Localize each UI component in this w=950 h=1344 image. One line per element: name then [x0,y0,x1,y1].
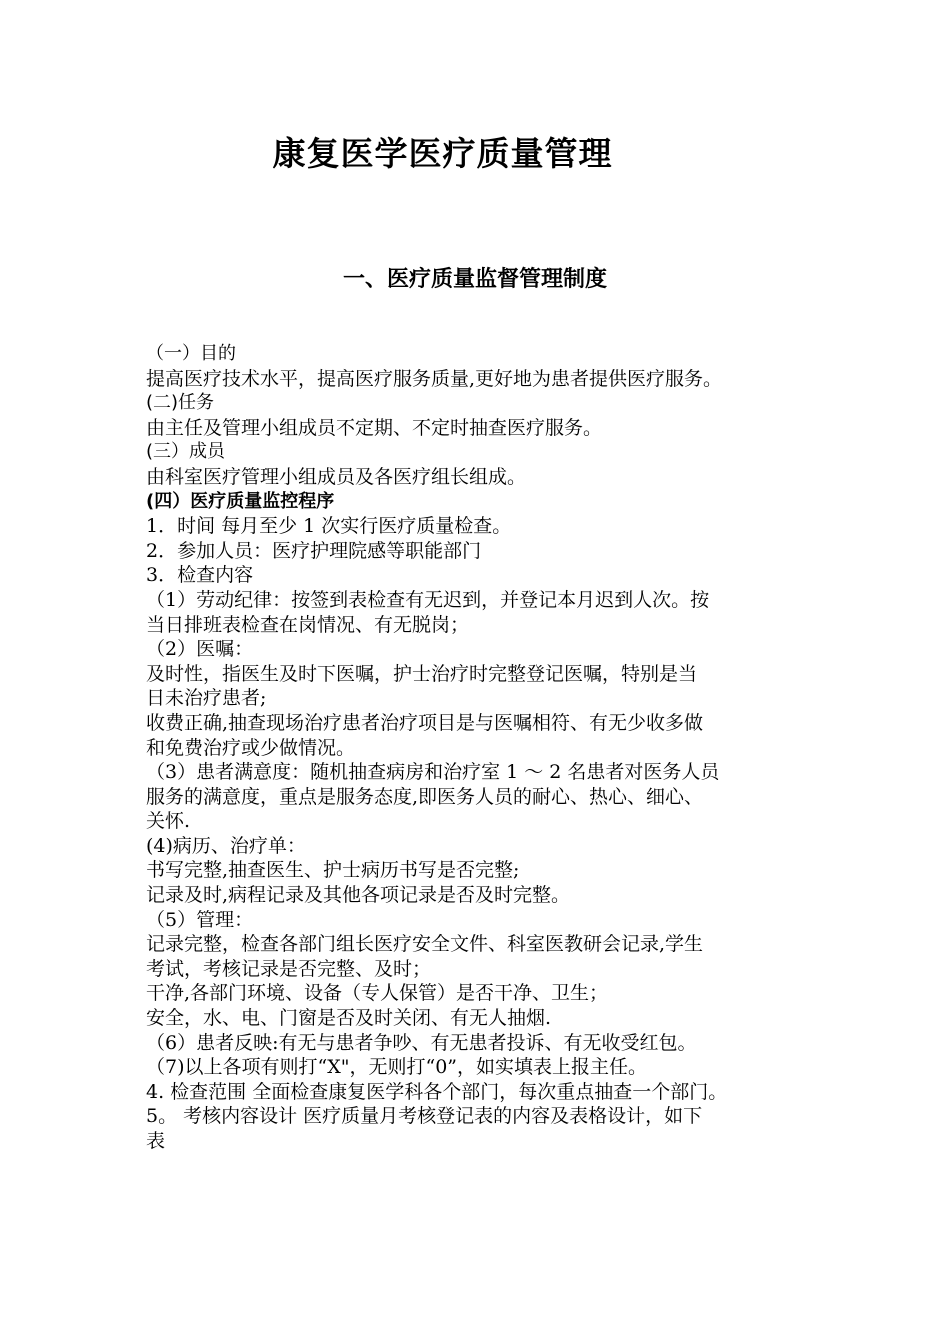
body-text-line: 干净,各部门环境、设备（专人保管）是否干净、卫生； [146,982,609,1005]
section-heading-line: （一）目的 [146,343,236,364]
body-text-line: （7)以上各项有则打“X"，无则打“0”，如实填表上报主任。 [146,1056,647,1079]
body-text-line: 2．参加人员：医疗护理院感等职能部门 [146,539,482,562]
section-heading-line: (三）成员 [146,441,226,463]
body-text-line: 考试，考核记录是否完整、及时； [146,957,432,980]
body-text-line: 安全，水、电、门窗是否及时关闭、有无人抽烟. [146,1007,552,1030]
body-text-line: 3．检查内容 [146,564,254,587]
body-text-line: 4. 检查范围 全面检查康复医学科各个部门，每次重点抽查一个部门。 [146,1080,728,1103]
body-text-line: 1．时间 每月至少 1 次实行医疗质量检查。 [146,515,512,538]
body-text-line: 记录完整，检查各部门组长医疗安全文件、科室医教研会记录,学生 [146,933,704,956]
body-text-line: 及时性，指医生及时下医嘱，护士治疗时完整登记医嘱，特别是当 [146,662,698,685]
body-text-line: (4)病历、治疗单： [146,834,306,857]
document-body [146,342,814,1154]
body-text-line: 收费正确,抽查现场治疗患者治疗项目是与医嘱相符、有无少收多做 [146,711,704,734]
document-title: 康复医学医疗质量管理 [272,134,613,173]
section-heading-line: (二)任务 [146,392,215,414]
body-text-line: （2）医嘱： [146,638,254,661]
body-text-line: 由主任及管理小组成员不定期、不定时抽查医疗服务。 [146,416,603,439]
body-text-line: 由科室医疗管理小组成员及各医疗组长组成。 [146,465,527,488]
body-text-line: （5）管理： [146,908,254,931]
section-title: 一、医疗质量监督管理制度 [342,267,607,292]
body-text-line: 5。 考核内容设计 医疗质量月考核登记表的内容及表格设计，如下 [146,1105,703,1128]
body-text-line: 表 [146,1130,166,1152]
body-text-line: 记录及时,病程记录及其他各项记录是否及时完整。 [146,884,571,907]
body-text-line: 日未治疗患者; [146,687,267,710]
body-text-line: 关怀. [146,810,191,833]
body-text-line: （6）患者反映:有无与患者争吵、有无患者投诉、有无收受红包。 [146,1031,697,1054]
body-text-line: 服务的满意度，重点是服务态度,即医务人员的耐心、热心、细心、 [146,785,704,808]
body-text-line: 书写完整,抽查医生、护士病历书写是否完整; [146,859,520,882]
section-heading-line: (四）医疗质量监控程序 [146,490,335,512]
body-text-line: 当日排班表检查在岗情况、有无脱岗； [146,613,470,636]
body-text-line: 和免费治疗或少做情况。 [146,736,356,759]
body-text-line: （1）劳动纪律：按签到表检查有无迟到，并登记本月迟到人次。按 [146,588,710,611]
body-text-line: （3）患者满意度：随机抽查病房和治疗室 1 ～ 2 名患者对医务人员 [146,761,720,784]
body-text-line: 提高医疗技术水平，提高医疗服务质量,更好地为患者提供医疗服务。 [146,367,723,390]
